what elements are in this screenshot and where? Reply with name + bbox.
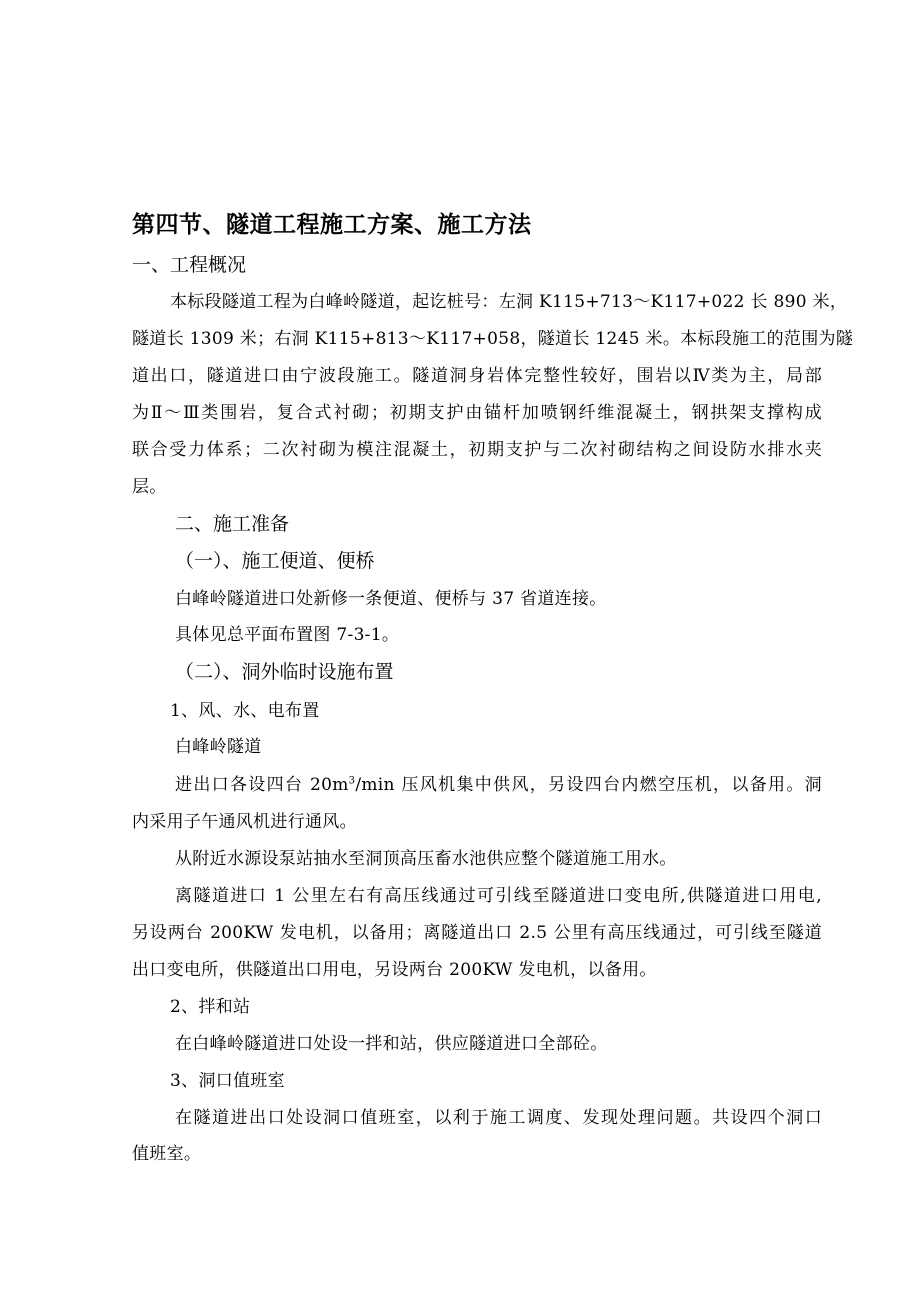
item-1-tunnel-name: 白峰岭隧道 [175,737,262,757]
air-supply-superscript: 3 [348,775,356,787]
access-road-line-2: 具体见总平面布置图 7-3-1。 [175,625,400,645]
overview-line-3: 道出口，隧道进口由宁波段施工。隧道洞身岩体完整性较好，围岩以Ⅳ类为主，局部 [132,366,822,386]
heading-construction-prep: 二、施工准备 [175,513,290,535]
mixing-station-line: 在白峰岭隧道进口处设一拌和站，供应隧道进口全部砼。 [175,1034,608,1054]
heading-temporary-facilities: （二）、洞外临时设施布置 [175,661,394,683]
item-1-heading: 1、风、水、电布置 [170,701,320,721]
air-supply-text-b: /min 压风机集中供风，另设四台内燃空压机，以备用。洞 [355,775,822,795]
heading-access-roads: （一）、施工便道、便桥 [175,550,375,572]
overview-line-1: 本标段隧道工程为白峰岭隧道，起讫桩号：左洞 K115+713～K117+022 长 890 米， [170,292,848,312]
item-2-heading: 2、拌和站 [170,997,251,1017]
air-supply-text-a: 进出口各设四台 20m [175,775,349,795]
power-supply-line-1: 离隧道进口 1 公里左右有高压线通过可引线至隧道进口变电所,供隧道进口用电, [175,886,822,906]
overview-line-5: 联合受力体系；二次衬砌为模注混凝土，初期支护与二次衬砌结构之间设防水排水夹 [132,440,822,460]
overview-line-2: 隧道长 1309 米；右洞 K115+813～K117+058，隧道长 1245 米。本标段施工的范围为隧 [132,329,854,349]
air-supply-line-1 [175,777,822,794]
duty-room-line-1: 在隧道进出口处设洞口值班室，以利于施工调度、发现处理问题。共设四个洞口 [175,1108,822,1128]
heading-project-overview: 一、工程概况 [132,254,247,276]
duty-room-line-2: 值班室。 [132,1144,202,1164]
air-supply-line-2: 内采用子午通风机进行通风。 [132,812,357,832]
overview-line-4: 为Ⅱ～Ⅲ类围岩，复合式衬砌；初期支护由锚杆加喷钢纤维混凝土，钢拱架支撑构成 [132,403,822,423]
water-supply-line: 从附近水源设泵站抽水至洞顶高压畜水池供应整个隧道施工用水。 [175,849,677,869]
access-road-line-1: 白峰岭隧道进口处新修一条便道、便桥与 37 省道连接。 [175,589,607,609]
item-3-heading: 3、洞口值班室 [170,1071,285,1091]
power-supply-line-3: 出口变电所，供隧道出口用电，另设两台 200KW 发电机，以备用。 [132,960,657,980]
overview-line-6: 层。 [132,477,167,497]
power-supply-line-2: 另设两台 200KW 发电机，以备用；离隧道出口 2.5 公里有高压线通过，可引线至隧道 [132,923,822,943]
section-title: 第四节、隧道工程施工方案、施工方法 [132,212,532,238]
